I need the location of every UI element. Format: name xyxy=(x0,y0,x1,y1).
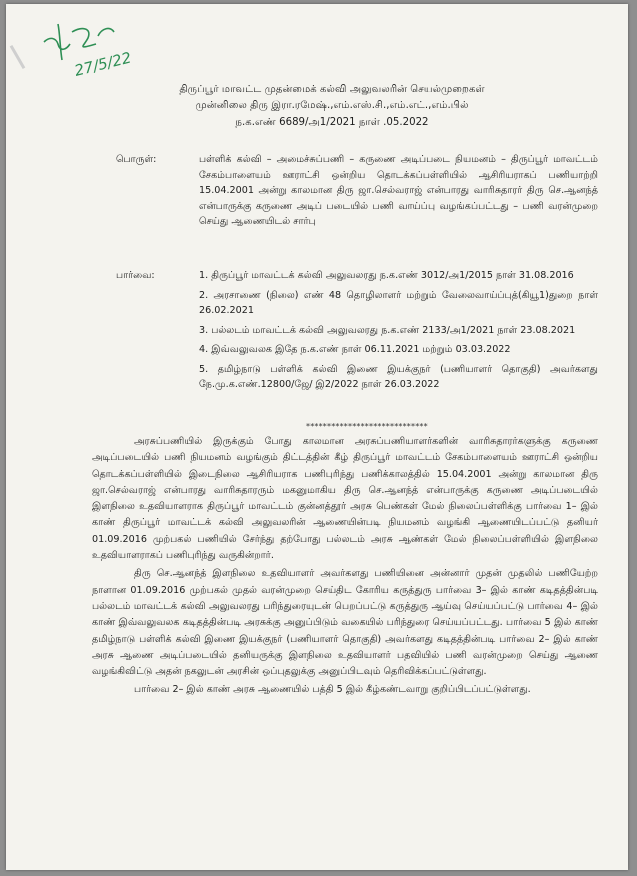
document-page xyxy=(6,4,628,870)
officer-name: முன்னிலை திரு இரா.ரமேஷ்.,எம்.எஸ்.சி.,எம்.எட்.,எம்.பில் xyxy=(195,100,469,112)
body-paragraph: அரசுப்பணியில் இருக்கும் போது காலமான அரசுப்பணியாளர்களின் வாரிசுதாரர்களுக்கு கருணை அடிப்படையில் பணி நியமனம் வழங்கும் திட்டத்தின் கீழ் திருப்பூர் மாவட்டம் சேகம்பாளையம் ஊராட்சி ஒன்றிய தொடக்கப்பள்ளியில் இடைநிலை ஆசிரியராக பணிபுரிந்து பணிக்காலத்தில் 15.04.2001 அன்று காலமான திரு ஜா.செல்வராஜ் என்பாரது வாரிசுதாரரும் மகனுமாகிய திரு செ.ஆனந்த் என்பாருக்கு கருணை அடிப்படையில் இளநிலை உதவியாளராக திருப்பூர் மாவட்டம் குன்னத்தூர் அரசு பெண்கள் மேல் நிலைப்பள்ளிக்கு பார்வை 1– இல் காண் திருப்பூர் மாவட்டக் கல்வி அலுவலரின் ஆணையின்படி நியமனம் வழங்கி ஆணையிடப்பட்டு தனியர் 01.09.2016 முற்பகல் பணியில் சேர்ந்து தற்போது பல்லடம் அரசு ஆண்கள் மேல் நிலைப்பள்ளியில் இளநிலை உதவியாளராகப் பணிபுரிந்து வருகின்றார். xyxy=(92,436,598,562)
references-list xyxy=(199,268,598,397)
reference-item: 3. பல்லடம் மாவட்டக் கல்வி அலுவலரது ந.க.எண் 2133/அ1/2021 நாள் 23.08.2021 xyxy=(199,324,576,336)
punch-mark xyxy=(10,45,26,69)
office-title: திருப்பூர் மாவட்ட முதன்மைக் கல்வி அலுவலரின் செயல்முறைகள் xyxy=(179,84,485,95)
handwritten-date: 27/5/22 xyxy=(72,48,134,80)
reference-item: 1. திருப்பூர் மாவட்டக் கல்வி அலுவலரது ந.க.எண் 3012/அ1/2015 நாள் 31.08.2016 xyxy=(199,270,574,281)
body-paragraph: திரு செ.ஆனந்த் இளநிலை உதவியாளர் அவர்களது பணியினை அன்னார் முதன் முதலில் பணியேற்ற நாளான 01.09.2016 முற்பகல் முதல் வரன்முறை செய்திட கோரிய கருத்துரு பார்வை 3– இல் காண் கடிதத்தின்படி பல்லடம் மாவட்டக் கல்வி அலுவலரது பரிந்துரையுடன் பெறப்பட்டு கருத்துரு ஆய்வு செய்யப்பட்டு பார்வை 4– இல் காண் இவ்வலுவலக கடிதத்தின்படி அரசுக்கு அனுப்பிடும் வகையில் பரிந்துரை செய்யப்பட்டது. பார்வை 5 இல் காண் தமிழ்நாடு பள்ளிக் கல்வி இணை இயக்குநர் (பணியாளர் தொகுதி) அவர்களது கடிதத்தின்படி பார்வை 2– இல் காண் அரசு ஆணை அடிப்படையில் தனியருக்கு இளநிலை உதவியாளர் பதவியில் பணி வரன்முறை செய்து ஆணை வழங்கிவிட்டு அதன் நகலுடன் அரசின் ஒப்புதலுக்கு அனுப்பிடவும் தெரிவிக்கப்பட்டுள்ளது. xyxy=(92,568,598,678)
subject-label: பொருள்: xyxy=(116,154,157,165)
subject-text: பள்ளிக் கல்வி – அமைச்சுப்பணி – கருணை அடிப்படை நியமனம் – திருப்பூர் மாவட்டம் சேகம்பாளையம் ஊராட்சி ஒன்றிய தொடக்கப்பள்ளியில் ஆசிரியராகப் பணியாற்றி 15.04.2001 அன்று காலமான திரு ஜா.செல்வராஜ் என்பாரது வாரிசுதாரர் திரு செ.ஆனந்த் என்பாருக்கு கருணை அடிப் படையில் பணி வாய்ப்பு வழங்கப்பட்டது – பணி வரன்முறை செய்து ஆணையிடல் சார்பு xyxy=(199,154,598,228)
letter-header xyxy=(106,82,558,131)
reference-item: 5. தமிழ்நாடு பள்ளிக் கல்வி இணை இயக்குநர் (பணியாளர் தொகுதி) அவர்களது நே.மு.க.எண்.12800/ஜே/ இ2/2022 நாள் 26.03.2022 xyxy=(199,363,598,391)
separator-stars: ***************************** xyxy=(306,422,428,431)
reference-item: 2. அரசாணை (நிலை) எண் 48 தொழிலாளர் மற்றும் வேலைவாய்ப்புத்(கியூ1)துறை நாள் 26.02.2021 xyxy=(199,289,598,317)
body-paragraph: பார்வை 2– இல் காண் அரசு ஆணையில் பத்தி 5 இல் கீழ்கண்டவாறு குறிப்பிடப்பட்டுள்ளது. xyxy=(134,684,531,696)
reference-item: 4. இவ்வலுவலக இதே ந.க.எண் நாள் 06.11.2021 மற்றும் 03.03.2022 xyxy=(199,344,511,356)
references-label: பார்வை: xyxy=(116,270,155,281)
reference-number: ந.க.எண் 6689/அ1/2021 நாள் .05.2022 xyxy=(235,116,429,128)
letter-body xyxy=(92,434,598,701)
